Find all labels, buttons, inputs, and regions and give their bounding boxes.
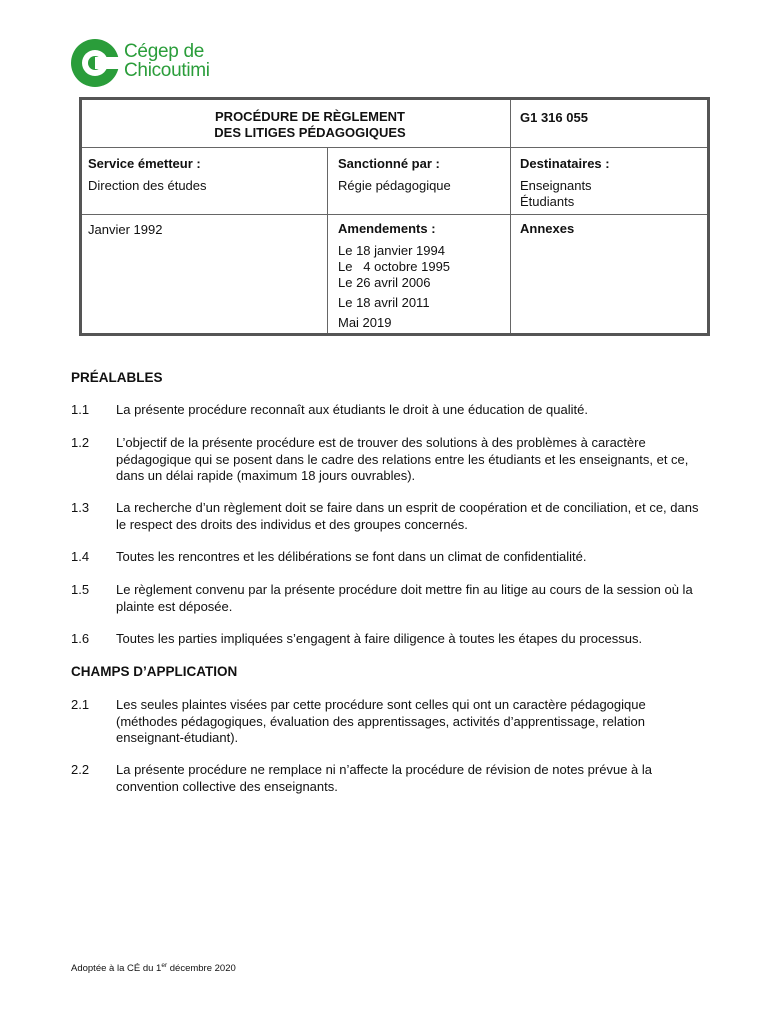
cegep-logo: [70, 38, 230, 90]
amendment-date: Le 4 octobre 1995: [338, 259, 451, 274]
sanction-label: Sanctionné par :: [338, 156, 440, 171]
list-item: [71, 500, 701, 533]
table-divider: [82, 214, 707, 215]
item-number: 1.3: [71, 500, 90, 515]
issue-date: Janvier 1992: [88, 222, 163, 237]
list-item: [71, 549, 701, 566]
item-text: L’objectif de la présente procédure est de trouver des solutions à des problèmes à caractère pédagogique qui se posent dans le cadre des relations entre les étudiants et les enseignants, et ce, dans un délai rapide (maximum 18 jours ouvrables).: [116, 435, 689, 483]
table-divider: [510, 100, 511, 333]
recipient: Étudiants: [520, 194, 575, 209]
item-text: La recherche d’un règlement doit se faire dans un esprit de coopération et de conciliation, et ce, dans le respect des droits des individus et des groupes concernés.: [116, 500, 699, 532]
item-text: Toutes les rencontres et les délibérations se font dans un climat de confidentialité.: [116, 549, 587, 564]
service-value: Direction des études: [88, 178, 207, 193]
amendments-list: [338, 243, 450, 331]
recipient: Enseignants: [520, 178, 592, 193]
list-item: [71, 697, 701, 747]
item-number: 1.1: [71, 402, 90, 417]
footer-text: décembre 2020: [167, 963, 236, 975]
list-item: [71, 582, 701, 615]
recipients-list: [520, 178, 592, 210]
amendment-date: Le 26 avril 2006: [338, 275, 431, 290]
item-number: 1.5: [71, 582, 90, 597]
footer-text: Adoptée à la CÉ du 1: [71, 963, 162, 975]
table-divider: [327, 147, 328, 333]
cegep-logo-text: [124, 42, 210, 80]
item-number: 2.1: [71, 697, 90, 712]
list-item: [71, 402, 701, 419]
table-divider: [82, 147, 707, 148]
item-text: Les seules plaintes visées par cette procédure sont celles qui ont un caractère pédagogique (méthodes pédagogiques, évaluation des apprentissages, activités d’apprentissage, relation enseignant-étudiant).: [116, 697, 646, 745]
amendment-date: Mai 2019: [338, 315, 392, 330]
logo-line-1: Cégep de: [124, 41, 205, 62]
cegep-logo-icon: [70, 38, 120, 88]
title-line-2: DES LITIGES PÉDAGOGIQUES: [214, 125, 406, 140]
section-heading-prealables: PRÉALABLES: [71, 370, 163, 385]
list-item: [71, 762, 701, 795]
document-title: [195, 109, 425, 141]
amendment-date: Le 18 avril 2011: [338, 295, 430, 310]
item-text: Toutes les parties impliquées s’engagent à faire diligence à toutes les étapes du processus.: [116, 631, 643, 646]
item-text: Le règlement convenu par la présente procédure doit mettre fin au litige au cours de la session où la plainte est déposée.: [116, 582, 693, 614]
section-heading-champs: CHAMPS D’APPLICATION: [71, 664, 238, 679]
item-number: 1.6: [71, 631, 90, 646]
amendment-date: Le 18 janvier 1994: [338, 243, 445, 258]
list-item: [71, 435, 701, 485]
annexes-label: Annexes: [520, 221, 575, 236]
footer-superscript: er: [161, 962, 168, 969]
item-number: 1.2: [71, 435, 90, 450]
item-number: 1.4: [71, 549, 90, 564]
logo-line-2: Chicoutimi: [124, 60, 210, 81]
list-item: [71, 631, 701, 648]
adoption-footer: [71, 962, 236, 974]
item-number: 2.2: [71, 762, 90, 777]
item-text: La présente procédure reconnaît aux étudiants le droit à une éducation de qualité.: [116, 402, 588, 417]
amendments-label: Amendements :: [338, 221, 436, 236]
title-line-1: PROCÉDURE DE RÈGLEMENT: [215, 109, 405, 124]
procedure-info-table: [79, 97, 710, 336]
document-code: G1 316 055: [520, 110, 588, 125]
service-label: Service émetteur :: [88, 156, 201, 171]
recipients-label: Destinataires :: [520, 156, 610, 171]
sanction-value: Régie pédagogique: [338, 178, 451, 193]
item-text: La présente procédure ne remplace ni n’affecte la procédure de révision de notes prévue à la convention collective des enseignants.: [116, 762, 652, 794]
